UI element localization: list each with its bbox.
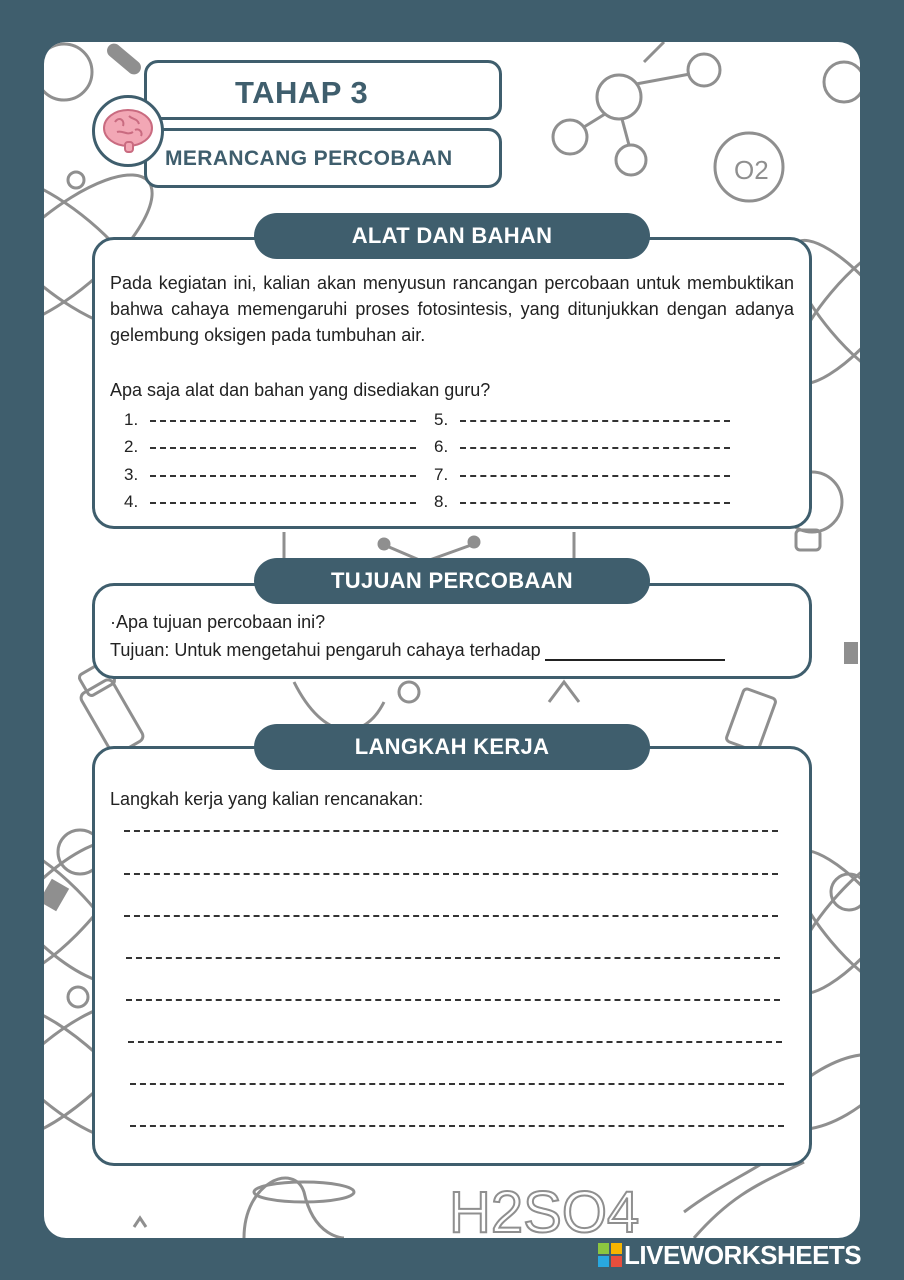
- item-number: 2.: [124, 437, 139, 456]
- stage-subtitle-box: [144, 128, 502, 188]
- procedure-answer-line[interactable]: [124, 873, 778, 875]
- liveworksheets-logo-icon: [598, 1243, 622, 1267]
- item-number: 1.: [124, 410, 139, 429]
- purpose-answer-blank[interactable]: [545, 659, 725, 661]
- material-item-2[interactable]: [124, 437, 416, 457]
- purpose-heading: TUJUAN PERCOBAAN: [254, 558, 650, 604]
- brain-icon: [95, 98, 161, 164]
- procedure-answer-line[interactable]: [124, 830, 778, 832]
- materials-question: Apa saja alat dan bahan yang disediakan guru?: [110, 380, 491, 400]
- procedure-answer-line[interactable]: [124, 915, 778, 917]
- sphere-doodle-icon: [44, 44, 92, 100]
- material-item-6[interactable]: [434, 437, 730, 457]
- dna-doodle-icon: [694, 1162, 804, 1238]
- material-item-3[interactable]: [124, 465, 416, 485]
- item-number: 5.: [434, 410, 449, 429]
- molecule-doodle-icon: [553, 42, 720, 175]
- stage-title: TAHAP 3: [235, 75, 369, 110]
- item-number: 3.: [124, 465, 139, 484]
- item-number: 7.: [434, 465, 449, 484]
- formula-label: H2SO4: [449, 1180, 640, 1238]
- procedure-answer-line[interactable]: [130, 1083, 784, 1085]
- item-number: 4.: [124, 492, 139, 511]
- procedure-answer-line[interactable]: [130, 1125, 784, 1127]
- material-item-1[interactable]: [124, 410, 416, 430]
- flask-doodle-icon: [294, 682, 384, 730]
- burner-doodle-icon: [549, 682, 579, 702]
- procedure-answer-line[interactable]: [126, 999, 780, 1001]
- material-item-4[interactable]: [124, 492, 416, 512]
- material-item-5[interactable]: [434, 410, 730, 430]
- answer-blank[interactable]: [460, 447, 730, 449]
- procedure-answer-line[interactable]: [128, 1041, 782, 1043]
- material-item-7[interactable]: [434, 465, 730, 485]
- material-item-8[interactable]: [434, 492, 730, 512]
- materials-heading: ALAT DAN BAHAN: [254, 213, 650, 259]
- stage-title-box: [144, 60, 502, 120]
- purpose-answer-prefix: Tujuan: Untuk mengetahui pengaruh cahaya terhadap: [110, 640, 541, 660]
- answer-blank[interactable]: [150, 447, 416, 449]
- intro-paragraph: Pada kegiatan ini, kalian akan menyusun rancangan percobaan untuk membuktikan bahwa cahaya memengaruhi proses fotosintesis, yang ditunjukkan dengan adanya gelembung oksigen pada tumbuhan air.: [110, 273, 794, 345]
- oxygen-label: O2: [734, 155, 769, 185]
- answer-blank[interactable]: [460, 475, 730, 477]
- brand-name: LIVEWORKSHEETS: [624, 1240, 862, 1270]
- procedure-answer-line[interactable]: [126, 957, 780, 959]
- item-number: 6.: [434, 437, 449, 456]
- liveworksheets-brand: [598, 1240, 861, 1272]
- procedure-intro: Langkah kerja yang kalian rencanakan:: [110, 789, 424, 809]
- answer-blank[interactable]: [150, 420, 416, 422]
- answer-blank[interactable]: [460, 502, 730, 504]
- purpose-question: ·Apa tujuan percobaan ini?: [110, 612, 326, 632]
- answer-blank[interactable]: [150, 475, 416, 477]
- purpose-answer-line: [110, 640, 725, 661]
- brain-badge: [92, 95, 164, 167]
- test-tube-doodle-icon: [725, 688, 776, 752]
- item-number: 8.: [434, 492, 449, 511]
- stage-subtitle: MERANCANG PERCOBAAN: [165, 147, 453, 170]
- procedure-heading: LANGKAH KERJA: [254, 724, 650, 770]
- answer-blank[interactable]: [150, 502, 416, 504]
- answer-blank[interactable]: [460, 420, 730, 422]
